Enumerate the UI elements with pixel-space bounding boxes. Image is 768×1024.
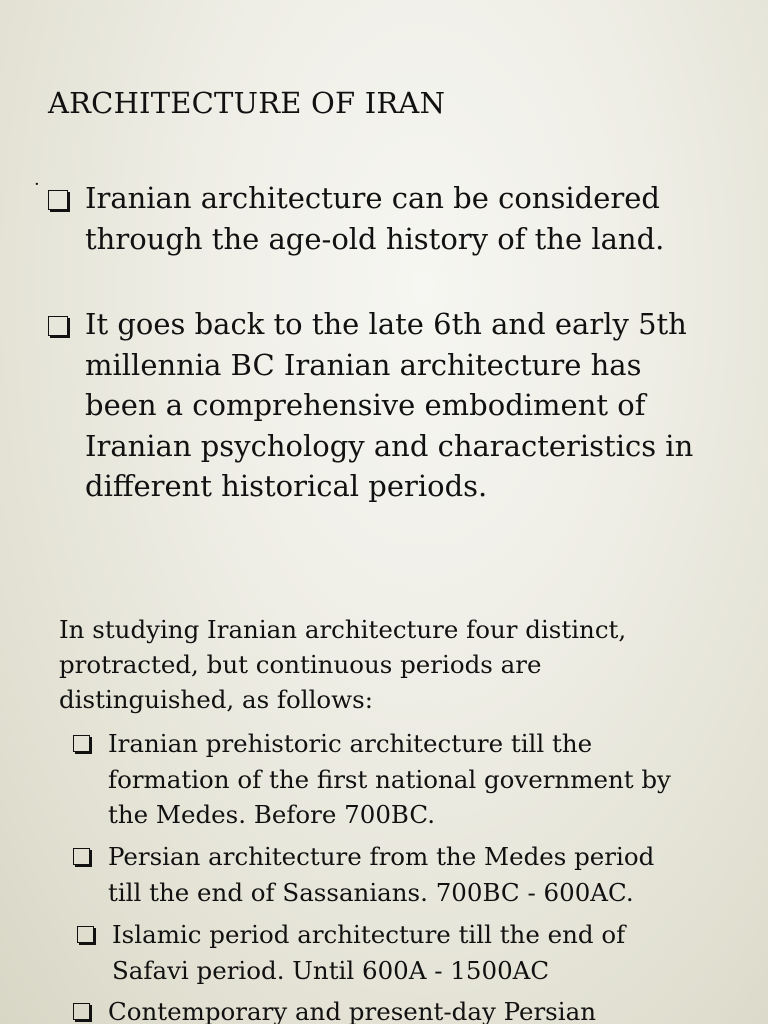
period-item <box>73 994 733 1024</box>
bullet-item <box>48 178 728 259</box>
stray-mark: · <box>34 174 40 195</box>
period-text: Iranian prehistoric architecture till the formation of the first national government by the Medes. Before 700BC. <box>108 729 671 829</box>
checkbox-bullet-icon <box>77 926 94 943</box>
checkbox-bullet-icon <box>73 1003 90 1020</box>
period-item <box>73 726 733 833</box>
bullet-text: Iranian architecture can be considered through the age-old history of the land. <box>85 181 665 256</box>
checkbox-bullet-icon <box>73 848 90 865</box>
slide-title: ARCHITECTURE OF IRAN <box>48 86 446 120</box>
checkbox-bullet-icon <box>73 735 90 752</box>
checkbox-bullet-icon <box>48 190 68 210</box>
period-item <box>77 917 737 988</box>
checkbox-bullet-icon <box>48 316 68 336</box>
periods-intro: In studying Iranian architecture four distinct, protracted, but continuous periods are distinguished, as follows: <box>59 615 627 714</box>
bullet-text: It goes back to the late 6th and early 5th millennia BC Iranian architecture has been a comprehensive embodiment of Iranian psychology and characteristics in different historical periods. <box>85 307 694 503</box>
period-text: Islamic period architecture till the end of Safavi period. Until 600A - 1500AC <box>112 920 626 985</box>
period-text: Persian architecture from the Medes period till the end of Sassanians. 700BC - 600AC. <box>108 842 655 907</box>
period-item <box>73 839 733 910</box>
bullet-item <box>48 304 748 507</box>
period-text: Contemporary and present-day Persian <box>108 997 596 1024</box>
